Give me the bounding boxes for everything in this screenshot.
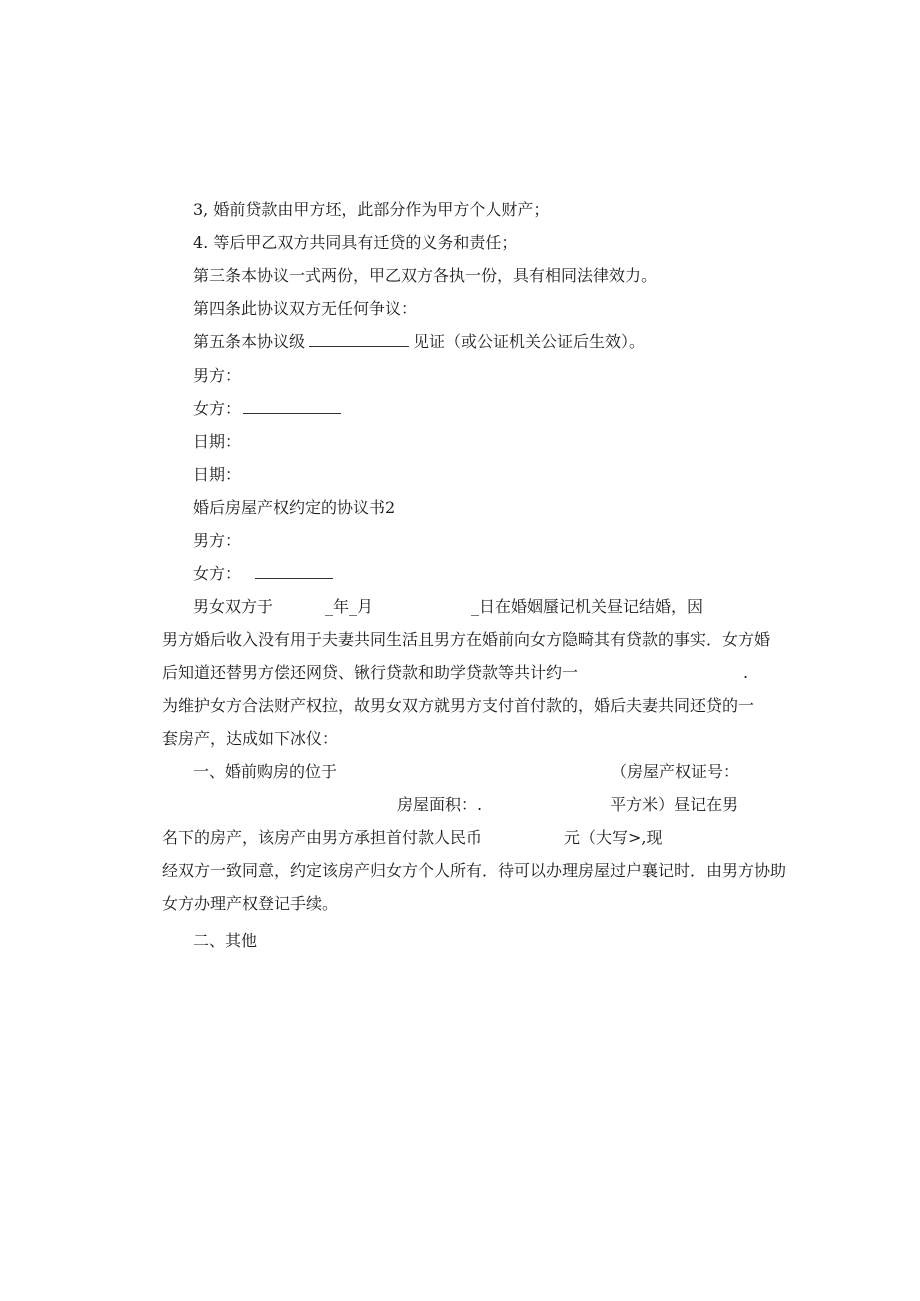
body-text: 名下的房产，该房产由男方承担首付款人民币 (162, 828, 483, 847)
article-3 (193, 266, 657, 286)
body-text: 女方办理产权登记手续。 (162, 894, 339, 913)
article-text: 第三条本协议一式两份，甲乙双方各执一份，具有相同法律效力。 (193, 266, 658, 285)
body-text: 经双方一致同意，约定该房产归女方个人所有．待可以办理房屋过户襄记时．由男方协助 (162, 861, 787, 880)
article-text: 第四条此协议双方无任何争议： (193, 299, 418, 318)
item-1-agreement (162, 861, 786, 881)
body-text: 元（大写>,现 (564, 828, 663, 847)
article-4 (193, 299, 417, 319)
body-text: . (743, 663, 749, 682)
male-party-label (193, 366, 241, 386)
body-line-16 (162, 696, 754, 716)
body-text: 一、婚前购房的位于 (193, 762, 338, 781)
body-line-15 (162, 663, 748, 683)
clause-4-repayment (193, 233, 517, 253)
date-label-1 (193, 432, 241, 452)
female-party-label-2 (193, 564, 333, 584)
article-text: 第五条本协议级 (193, 332, 306, 351)
body-text: _年 (325, 597, 350, 616)
clause-text: 4. 等后甲乙双方共同具有迁贷的义务和责任； (193, 233, 518, 252)
body-line-14 (162, 630, 770, 650)
label-text: 男方： (193, 366, 242, 385)
marriage-date-line (193, 597, 703, 617)
item-1-location (193, 762, 739, 782)
clause-3-loan (193, 200, 549, 220)
label-text: 男方： (193, 531, 242, 550)
body-text: 男方婚后收入没有用于夫妻共同生活且男方在婚前向女方隐畸其有贷款的事实．女方婚 (162, 630, 771, 649)
clause-text: 3, 婚前贷款由甲方坯，此部分作为甲方个人财产； (193, 200, 550, 219)
label-text: 女方： (193, 564, 242, 583)
body-text: 为维护女方合法财产权拉，故男女双方就男方支付首付款的，婚后夫妻共同还贷的一 (162, 696, 755, 715)
body-text: 男女双方于 (193, 597, 274, 616)
article-text: 见证（或公证机关公证后生效）。 (413, 332, 646, 351)
body-text: 套房产，达成如下冰仪： (162, 729, 339, 748)
item-1-payment (162, 828, 663, 848)
body-text: _月 (349, 597, 374, 616)
date-gap (273, 598, 285, 612)
body-text: 后知道还替男方偿还网贷、锹行贷款和助学贷款等共计约一 (162, 663, 579, 682)
body-text: 房屋面积：. (397, 795, 483, 814)
item-1-area (397, 795, 738, 815)
title-text: 婚后房屋产权约定的协议书2 (193, 498, 396, 517)
body-text: 二、其他 (193, 931, 258, 950)
body-text: （房屋产权证号： (611, 762, 740, 781)
label-text: 日期： (193, 432, 242, 451)
section-title (193, 498, 395, 518)
item-2-other (193, 931, 257, 951)
body-text: 平方米）昼记在男 (610, 795, 739, 814)
body-text: _日在婚姻蜃记机关昼记结婚，因 (471, 597, 704, 616)
label-text: 日期： (193, 465, 242, 484)
body-line-17 (162, 729, 338, 749)
male-party-label-2 (193, 531, 241, 551)
female-signature-blank (243, 399, 341, 414)
label-text: 女方： (193, 399, 242, 418)
female-party-label (193, 399, 341, 419)
item-1-registration (162, 894, 338, 914)
date-label-2 (193, 465, 241, 485)
female-signature-blank-2 (255, 564, 333, 579)
witness-blank (309, 332, 409, 347)
article-5 (193, 332, 645, 352)
